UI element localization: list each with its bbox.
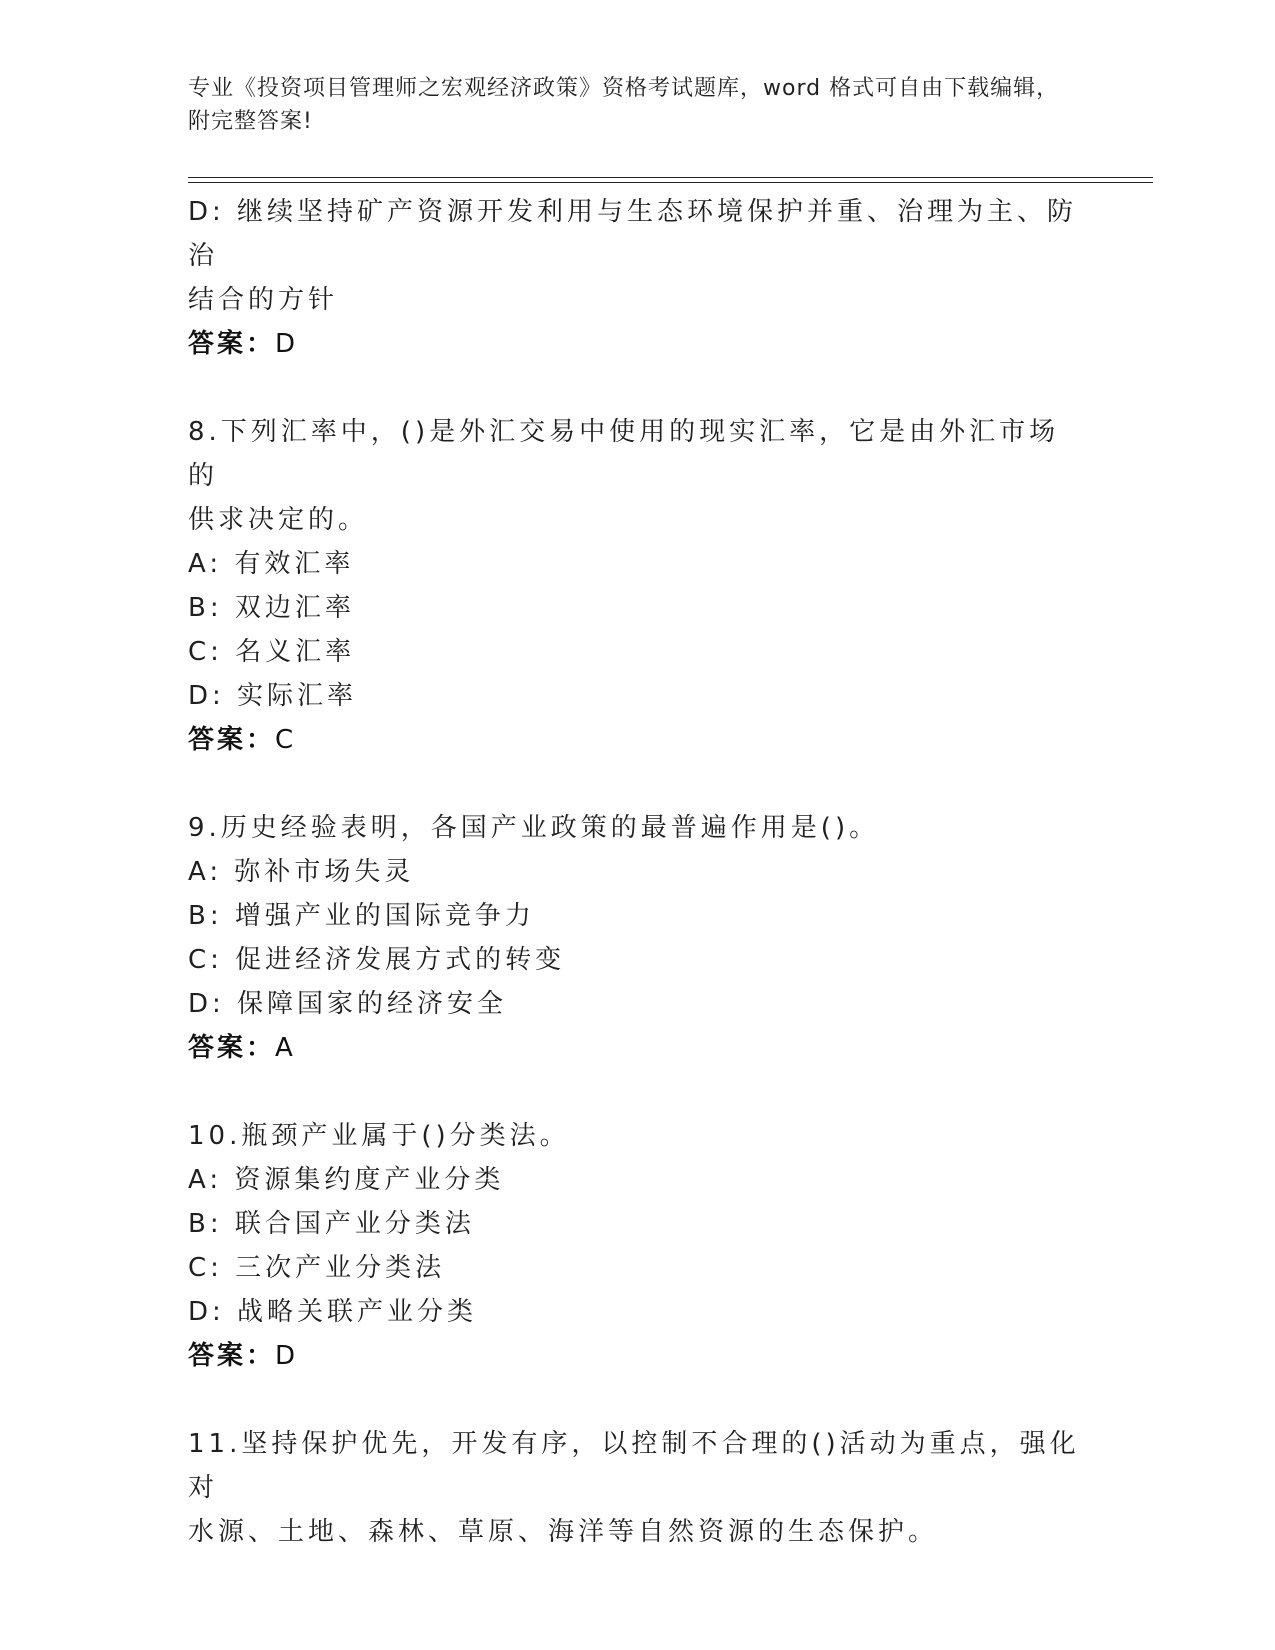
- answer-label: 答案：: [188, 1033, 276, 1063]
- question-block-11: [188, 1422, 1088, 1554]
- spacer: [188, 762, 1088, 806]
- question-block-7: [188, 190, 1088, 366]
- spacer: [188, 1070, 1088, 1114]
- question-text: 9.历史经验表明，各国产业政策的最普遍作用是()。: [188, 813, 880, 843]
- question-text-continued: 水源、土地、森林、草原、海洋等自然资源的生态保护。: [188, 1517, 939, 1547]
- answer-value: A: [275, 1033, 294, 1063]
- question-text: 8.下列汇率中，()是外汇交易中使用的现实汇率，它是由外汇市场的: [188, 417, 1060, 491]
- option-b: B: 增强产业的国际竞争力: [188, 901, 535, 931]
- answer-value: D: [275, 1341, 297, 1371]
- question-text: 10.瓶颈产业属于()分类法。: [188, 1121, 570, 1151]
- spacer: [188, 1378, 1088, 1422]
- spacer: [188, 366, 1088, 410]
- question-text-continued: 供求决定的。: [188, 505, 369, 535]
- header-rule-bottom: [188, 182, 1153, 183]
- answer-value: C: [275, 725, 295, 755]
- answer-line: [188, 1026, 1088, 1070]
- option-c: C: 名义汇率: [188, 637, 356, 667]
- answer-line: [188, 1334, 1088, 1378]
- header-rule-top: [188, 177, 1153, 178]
- answer-line: [188, 322, 1088, 366]
- answer-line: [188, 718, 1088, 762]
- option-b: B: 联合国产业分类法: [188, 1209, 475, 1239]
- answer-label: 答案：: [188, 329, 276, 359]
- option-b: B: 双边汇率: [188, 593, 355, 623]
- option-d: D: 保障国家的经济安全: [188, 989, 508, 1019]
- question-text: 11.坚持保护优先，开发有序，以控制不合理的()活动为重点，强化对: [188, 1429, 1080, 1503]
- option-a: A: 有效汇率: [188, 549, 355, 579]
- answer-label: 答案：: [188, 725, 276, 755]
- option-d: D: 实际汇率: [188, 681, 358, 711]
- option-a: A: 弥补市场失灵: [188, 857, 415, 887]
- option-c: C: 三次产业分类法: [188, 1253, 446, 1283]
- answer-value: D: [275, 329, 297, 359]
- question-block-8: [188, 410, 1088, 762]
- option-d-continued: 结合的方针: [188, 285, 339, 315]
- question-block-9: [188, 806, 1088, 1070]
- option-d: D: 继续坚持矿产资源开发利用与生态环境保护并重、治理为主、防治: [188, 197, 1078, 271]
- question-content: [188, 190, 1088, 1554]
- option-a: A: 资源集约度产业分类: [188, 1165, 505, 1195]
- document-header: 专业《投资项目管理师之宏观经济政策》资格考试题库，word 格式可自由下载编辑，附完整答案!: [188, 76, 1060, 134]
- option-d: D: 战略关联产业分类: [188, 1297, 478, 1327]
- question-block-10: [188, 1114, 1088, 1378]
- answer-label: 答案：: [188, 1341, 276, 1371]
- option-c: C: 促进经济发展方式的转变: [188, 945, 566, 975]
